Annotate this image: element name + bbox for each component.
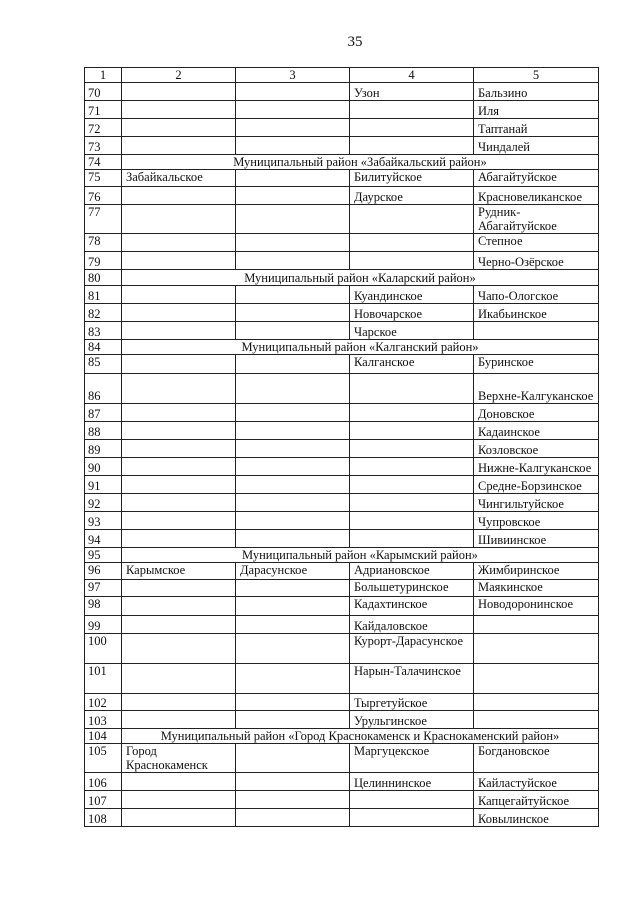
- settlement-cell: Доновское: [474, 404, 599, 422]
- settlement-cell: [122, 374, 236, 404]
- row-number: 90: [85, 458, 122, 476]
- settlement-cell: Буринское: [474, 355, 599, 374]
- table-row: [85, 119, 599, 137]
- table-row: [85, 286, 599, 304]
- settlement-cell: [350, 404, 474, 422]
- settlement-cell: Средне-Борзинское: [474, 476, 599, 494]
- settlement-cell: [236, 773, 350, 791]
- settlement-cell: [236, 404, 350, 422]
- settlement-cell: Бальзино: [474, 83, 599, 101]
- settlement-cell: [236, 187, 350, 205]
- settlement-cell: [122, 616, 236, 634]
- row-number: 71: [85, 101, 122, 119]
- row-number: 99: [85, 616, 122, 634]
- settlement-cell: [236, 205, 350, 234]
- row-number: 101: [85, 664, 122, 694]
- table-row: [85, 252, 599, 270]
- settlement-cell: Красновеликанское: [474, 187, 599, 205]
- settlement-cell: [474, 634, 599, 664]
- settlement-cell: Рудник-Абагайтуйское: [474, 205, 599, 234]
- settlement-cell: Черно-Озёрское: [474, 252, 599, 270]
- settlement-cell: Кадаинское: [474, 422, 599, 440]
- settlement-cell: Забайкальское: [122, 170, 236, 187]
- settlement-cell: Верхне-Калгуканское: [474, 374, 599, 404]
- table-row: [85, 440, 599, 458]
- row-number: 100: [85, 634, 122, 664]
- settlement-cell: Адриановское: [350, 563, 474, 580]
- table-row: [85, 304, 599, 322]
- table-row: [85, 101, 599, 119]
- row-number: 104: [85, 729, 122, 744]
- settlement-cell: Абагайтуйское: [474, 170, 599, 187]
- settlement-cell: [236, 634, 350, 664]
- table-row: [85, 530, 599, 548]
- settlement-cell: Узон: [350, 83, 474, 101]
- settlement-cell: Капцегайтуйское: [474, 791, 599, 809]
- row-number: 102: [85, 694, 122, 711]
- settlement-cell: [122, 304, 236, 322]
- row-number: 96: [85, 563, 122, 580]
- settlement-cell: Козловское: [474, 440, 599, 458]
- table-row: [85, 422, 599, 440]
- settlement-cell: Шивиинское: [474, 530, 599, 548]
- settlement-cell: [350, 476, 474, 494]
- settlement-cell: [236, 355, 350, 374]
- row-number: 83: [85, 322, 122, 340]
- settlement-cell: [236, 440, 350, 458]
- settlement-cell: [122, 355, 236, 374]
- settlement-cell: [236, 580, 350, 597]
- settlement-cell: [236, 744, 350, 773]
- settlement-cell: [122, 512, 236, 530]
- table-row: [85, 809, 599, 827]
- settlement-cell: Жимбиринское: [474, 563, 599, 580]
- settlement-cell: Чупровское: [474, 512, 599, 530]
- row-number: 76: [85, 187, 122, 205]
- row-number: 105: [85, 744, 122, 773]
- settlement-cell: Урульгинское: [350, 711, 474, 729]
- table-row: [85, 476, 599, 494]
- row-number: 75: [85, 170, 122, 187]
- settlement-cell: [122, 476, 236, 494]
- row-number: 77: [85, 205, 122, 234]
- section-row: [85, 548, 599, 563]
- table-row: [85, 773, 599, 791]
- settlement-cell: [122, 711, 236, 729]
- settlement-cell: [350, 458, 474, 476]
- settlement-cell: [350, 234, 474, 252]
- settlement-cell: [350, 101, 474, 119]
- settlement-cell: [350, 205, 474, 234]
- settlement-cell: Город Краснокаменск: [122, 744, 236, 773]
- settlement-cell: [236, 101, 350, 119]
- table-row: [85, 234, 599, 252]
- table-row: [85, 616, 599, 634]
- settlement-cell: [122, 404, 236, 422]
- row-number: 80: [85, 270, 122, 286]
- settlement-cell: Тыргетуйское: [350, 694, 474, 711]
- header-cell: 5: [474, 68, 599, 83]
- table-row: [85, 83, 599, 101]
- settlement-cell: Новодоронинское: [474, 597, 599, 616]
- row-number: 94: [85, 530, 122, 548]
- settlement-cell: [350, 374, 474, 404]
- settlement-cell: Икабьинское: [474, 304, 599, 322]
- row-number: 93: [85, 512, 122, 530]
- row-number: 74: [85, 155, 122, 170]
- settlement-cell: Нижне-Калгуканское: [474, 458, 599, 476]
- settlement-cell: [236, 664, 350, 694]
- settlement-cell: [350, 494, 474, 512]
- settlement-cell: Калганское: [350, 355, 474, 374]
- row-number: 82: [85, 304, 122, 322]
- header-row: [85, 68, 599, 83]
- settlement-cell: [350, 512, 474, 530]
- table-row: [85, 374, 599, 404]
- settlement-cell: [474, 616, 599, 634]
- district-title: Муниципальный район «Каларский район»: [122, 270, 599, 286]
- settlement-cell: [122, 119, 236, 137]
- row-number: 108: [85, 809, 122, 827]
- header-cell: 2: [122, 68, 236, 83]
- settlement-cell: Целиннинское: [350, 773, 474, 791]
- settlement-cell: Курорт-Дарасунское: [350, 634, 474, 664]
- settlement-cell: [236, 374, 350, 404]
- settlement-cell: [236, 530, 350, 548]
- table-row: [85, 512, 599, 530]
- settlement-cell: [350, 137, 474, 155]
- settlement-cell: Даурское: [350, 187, 474, 205]
- table-row: [85, 205, 599, 234]
- settlement-cell: [122, 252, 236, 270]
- row-number: 89: [85, 440, 122, 458]
- table-row: [85, 187, 599, 205]
- table-row: [85, 137, 599, 155]
- table-row: [85, 597, 599, 616]
- settlement-cell: [474, 664, 599, 694]
- settlement-cell: [236, 286, 350, 304]
- table-body: [85, 68, 599, 827]
- settlement-cell: [236, 711, 350, 729]
- row-number: 107: [85, 791, 122, 809]
- settlement-cell: [236, 476, 350, 494]
- row-number: 84: [85, 340, 122, 355]
- table-row: [85, 458, 599, 476]
- row-number: 97: [85, 580, 122, 597]
- settlement-cell: [236, 512, 350, 530]
- settlement-cell: Степное: [474, 234, 599, 252]
- row-number: 72: [85, 119, 122, 137]
- settlement-cell: [122, 440, 236, 458]
- settlement-cell: [350, 791, 474, 809]
- row-number: 86: [85, 374, 122, 404]
- settlement-cell: [122, 694, 236, 711]
- row-number: 79: [85, 252, 122, 270]
- row-number: 73: [85, 137, 122, 155]
- settlement-cell: Чингильтуйское: [474, 494, 599, 512]
- section-row: [85, 155, 599, 170]
- settlement-cell: [350, 809, 474, 827]
- settlement-cell: [122, 494, 236, 512]
- settlement-cell: Билитуйское: [350, 170, 474, 187]
- district-title: Муниципальный район «Калганский район»: [122, 340, 599, 355]
- section-row: [85, 340, 599, 355]
- settlement-cell: [122, 234, 236, 252]
- settlement-cell: [350, 422, 474, 440]
- settlement-cell: [236, 83, 350, 101]
- settlement-cell: [122, 137, 236, 155]
- row-number: 70: [85, 83, 122, 101]
- settlement-cell: Дарасунское: [236, 563, 350, 580]
- settlement-cell: Куандинское: [350, 286, 474, 304]
- row-number: 78: [85, 234, 122, 252]
- page-number: 35: [347, 34, 363, 50]
- settlement-cell: [236, 694, 350, 711]
- header-cell: 3: [236, 68, 350, 83]
- settlement-cell: [122, 286, 236, 304]
- table-row: [85, 694, 599, 711]
- settlements-table: [84, 67, 599, 827]
- row-number: 85: [85, 355, 122, 374]
- settlement-cell: [236, 137, 350, 155]
- settlement-cell: [122, 422, 236, 440]
- settlement-cell: [236, 234, 350, 252]
- settlement-cell: [350, 530, 474, 548]
- table-row: [85, 404, 599, 422]
- settlement-cell: Иля: [474, 101, 599, 119]
- settlement-cell: Чапо-Ологское: [474, 286, 599, 304]
- settlement-cell: Кайластуйское: [474, 773, 599, 791]
- settlement-cell: Таптанай: [474, 119, 599, 137]
- settlement-cell: [122, 101, 236, 119]
- settlement-cell: [122, 580, 236, 597]
- settlement-cell: [122, 322, 236, 340]
- settlement-cell: Ковылинское: [474, 809, 599, 827]
- table-row: [85, 494, 599, 512]
- district-title: Муниципальный район «Забайкальский район»: [122, 155, 599, 170]
- settlement-cell: [350, 252, 474, 270]
- section-row: [85, 270, 599, 286]
- row-number: 81: [85, 286, 122, 304]
- settlement-cell: [474, 711, 599, 729]
- settlement-cell: Маякинское: [474, 580, 599, 597]
- settlement-cell: [236, 458, 350, 476]
- table-row: [85, 355, 599, 374]
- settlement-cell: [236, 616, 350, 634]
- district-title: Муниципальный район «Карымский район»: [122, 548, 599, 563]
- settlement-cell: [236, 170, 350, 187]
- section-row: [85, 729, 599, 744]
- row-number: 98: [85, 597, 122, 616]
- row-number: 95: [85, 548, 122, 563]
- settlement-cell: [236, 304, 350, 322]
- settlement-cell: [350, 119, 474, 137]
- row-number: 106: [85, 773, 122, 791]
- header-cell: 4: [350, 68, 474, 83]
- settlement-cell: Маргуцекское: [350, 744, 474, 773]
- settlement-cell: [236, 597, 350, 616]
- table-row: [85, 664, 599, 694]
- settlement-cell: Большетуринское: [350, 580, 474, 597]
- row-number: 91: [85, 476, 122, 494]
- settlement-cell: [236, 809, 350, 827]
- settlement-cell: [236, 322, 350, 340]
- row-number: 103: [85, 711, 122, 729]
- table-row: [85, 711, 599, 729]
- district-title: Муниципальный район «Город Краснокаменск и Краснокаменский район»: [122, 729, 599, 744]
- settlement-cell: Чиндалей: [474, 137, 599, 155]
- table-row: [85, 791, 599, 809]
- table-row: [85, 634, 599, 664]
- table-row: [85, 563, 599, 580]
- settlement-cell: [236, 252, 350, 270]
- row-number: 87: [85, 404, 122, 422]
- settlement-cell: [236, 422, 350, 440]
- settlement-cell: Кадахтинское: [350, 597, 474, 616]
- row-number: 88: [85, 422, 122, 440]
- settlement-cell: [236, 791, 350, 809]
- table-row: [85, 744, 599, 773]
- settlement-cell: [236, 494, 350, 512]
- settlement-cell: [350, 440, 474, 458]
- settlement-cell: [474, 322, 599, 340]
- settlement-cell: [236, 119, 350, 137]
- settlement-cell: [122, 791, 236, 809]
- header-cell: 1: [85, 68, 122, 83]
- settlement-cell: Богдановское: [474, 744, 599, 773]
- settlement-cell: [122, 773, 236, 791]
- settlement-cell: [122, 634, 236, 664]
- settlement-cell: [122, 83, 236, 101]
- table-row: [85, 170, 599, 187]
- table-row: [85, 322, 599, 340]
- settlement-cell: Карымское: [122, 563, 236, 580]
- row-number: 92: [85, 494, 122, 512]
- table-row: [85, 580, 599, 597]
- settlement-cell: [474, 694, 599, 711]
- settlement-cell: [122, 187, 236, 205]
- settlement-cell: Кайдаловское: [350, 616, 474, 634]
- settlement-cell: Новочарское: [350, 304, 474, 322]
- settlement-cell: [122, 597, 236, 616]
- settlement-cell: [122, 664, 236, 694]
- settlement-cell: Нарын-Талачинское: [350, 664, 474, 694]
- settlement-cell: [122, 809, 236, 827]
- settlement-cell: [122, 458, 236, 476]
- settlement-cell: Чарское: [350, 322, 474, 340]
- settlement-cell: [122, 530, 236, 548]
- settlement-cell: [122, 205, 236, 234]
